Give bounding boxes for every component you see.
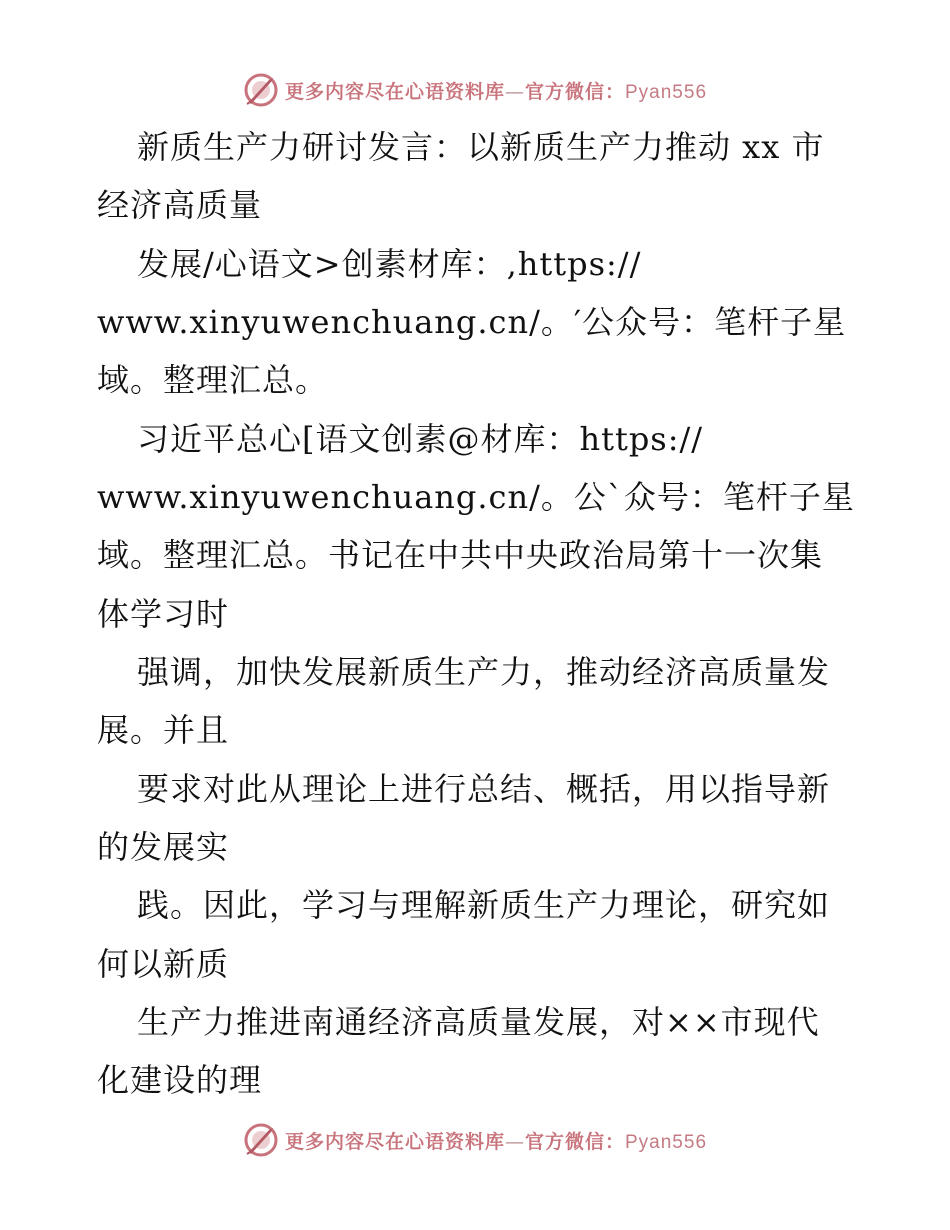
watermark-separator: — bbox=[504, 80, 525, 103]
footer-watermark bbox=[0, 1120, 950, 1160]
quill-seal-icon bbox=[243, 1122, 279, 1158]
doc-line: 要求对此从理论上进行总结、概括，用以指导新 bbox=[137, 770, 831, 808]
doc-line: 发展/心语文>创素材库：,https:// bbox=[137, 245, 642, 283]
watermark-site-text: 更多内容尽在心语资料库 bbox=[284, 80, 505, 103]
watermark-separator: — bbox=[504, 1130, 525, 1153]
watermark-site-text: 更多内容尽在心语资料库 bbox=[284, 1130, 505, 1153]
doc-line: 习近平总心[语文创素@材库：https:// bbox=[137, 420, 704, 458]
watermark-text bbox=[285, 77, 707, 104]
doc-line: 化建设的理 bbox=[97, 1061, 263, 1099]
doc-line: 强调，加快发展新质生产力，推动经济高质量发 bbox=[137, 653, 831, 691]
quill-seal-icon bbox=[243, 72, 279, 108]
doc-line: 域。整理汇总。书记在中共中央政治局第十一次集 bbox=[97, 536, 824, 574]
doc-line: 的发展实 bbox=[97, 828, 230, 866]
doc-line: 经济高质量 bbox=[97, 186, 263, 224]
doc-line: 体学习时 bbox=[97, 595, 230, 633]
doc-line: www.xinyuwenchuang.cn/。′公众号：笔杆子星 bbox=[97, 303, 847, 341]
watermark-wechat-label: 官方微信： bbox=[524, 80, 625, 103]
watermark-text bbox=[285, 1127, 707, 1154]
doc-line: 域。整理汇总。 bbox=[97, 361, 329, 399]
watermark-wechat-id: Pyan556 bbox=[625, 1131, 708, 1153]
header-watermark bbox=[0, 70, 950, 110]
watermark-wechat-label: 官方微信： bbox=[524, 1130, 625, 1153]
doc-line: 践。因此，学习与理解新质生产力理论，研究如 bbox=[137, 886, 831, 924]
doc-line: www.xinyuwenchuang.cn/。公`众号：笔杆子星 bbox=[97, 478, 855, 516]
doc-line: 展。并且 bbox=[97, 711, 230, 749]
doc-line: 新质生产力研讨发言：以新质生产力推动 xx 市 bbox=[137, 128, 825, 166]
doc-line: 生产力推进南通经济高质量发展，对××市现代 bbox=[137, 1003, 820, 1041]
watermark-wechat-id: Pyan556 bbox=[625, 81, 708, 103]
doc-line: 何以新质 bbox=[97, 945, 230, 983]
